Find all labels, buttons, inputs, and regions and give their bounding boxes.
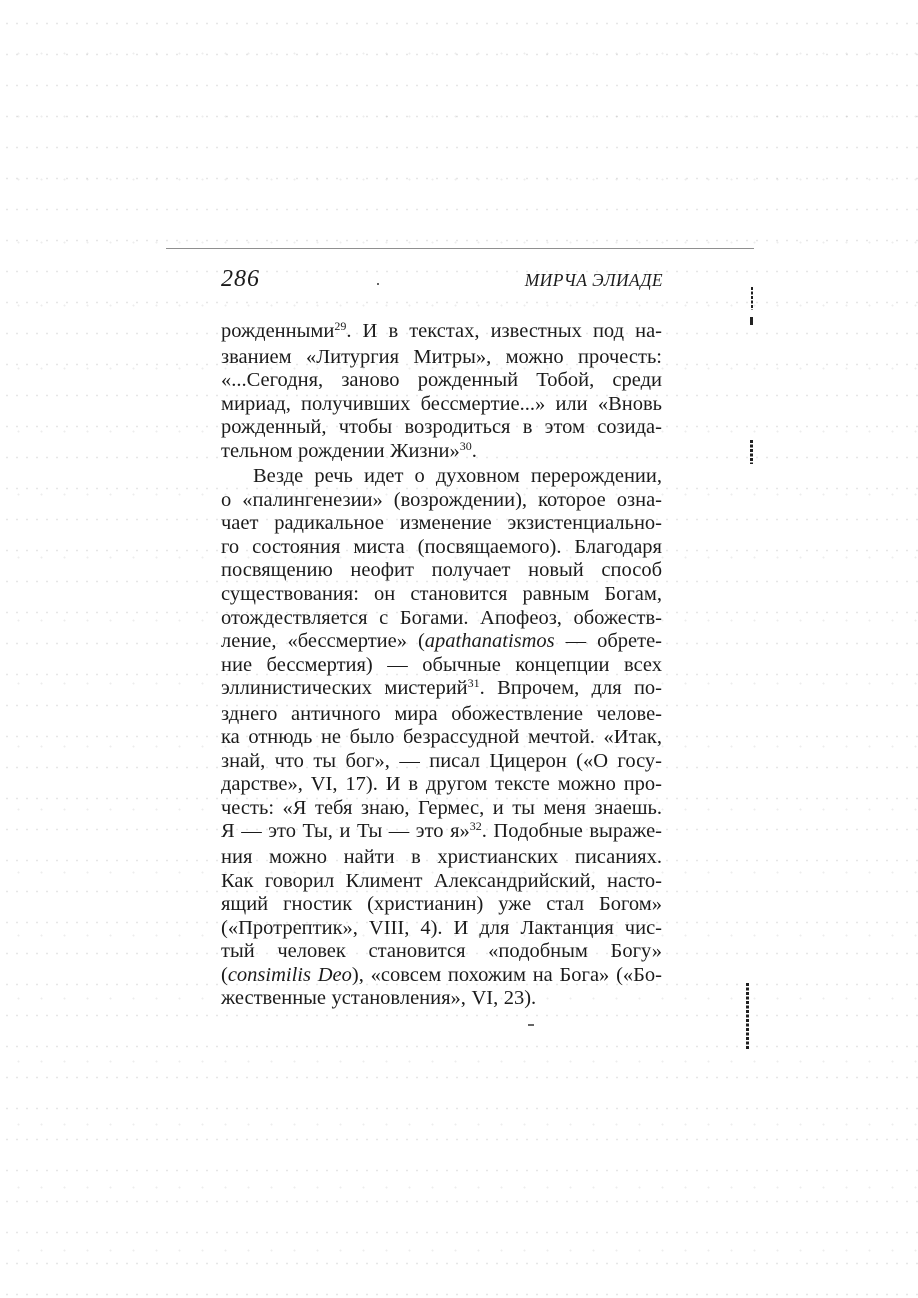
- text-segment: эллинистических мистерий: [221, 677, 468, 700]
- text-line: [221, 820, 662, 846]
- text-segment: рожденный, чтобы возродиться в этом созида-: [221, 416, 662, 439]
- text-segment: («Протрептик», VIII, 4). И для Лактанция чис-: [221, 916, 662, 939]
- text-segment: тельном рождении Жизни»: [221, 439, 460, 462]
- text-line: [221, 677, 662, 703]
- text-line: [221, 536, 662, 560]
- text-segment: жественные установления», VI, 23).: [221, 987, 537, 1010]
- text-segment: существования: он становится равным Богам,: [221, 583, 662, 606]
- text-line: [221, 440, 662, 466]
- text-line: [221, 559, 662, 583]
- text-line: [221, 346, 662, 370]
- text-line: [221, 987, 662, 1011]
- footnote-reference: 29: [334, 319, 347, 333]
- text-segment: . Впрочем, для по-: [479, 677, 662, 700]
- text-line: [221, 369, 662, 393]
- text-line: [221, 917, 662, 941]
- footnote-reference: 31: [467, 676, 480, 691]
- text-segment: Везде речь идет о духовном перерождении,: [253, 465, 662, 488]
- text-line: [221, 750, 662, 774]
- text-segment: знай, что ты бог», — писал Цицерон («О госу-: [221, 749, 662, 772]
- text-segment: Как говорил Климент Александрийский, насто-: [221, 869, 662, 892]
- text-segment: рожденными: [221, 320, 335, 342]
- page-number: 286: [221, 266, 260, 292]
- scan-speck: [528, 1024, 534, 1026]
- text-segment: посвящению неофит получает новый способ: [221, 559, 662, 582]
- text-line: [221, 703, 662, 727]
- text-line: [221, 846, 662, 870]
- text-segment: честь: «Я тебя знаю, Гермес, и ты меня знаешь.: [221, 796, 662, 819]
- text-segment: о «палингенезии» (возрождении), которое озна-: [221, 488, 662, 511]
- text-line: [221, 964, 662, 988]
- text-line: [221, 583, 662, 607]
- italic-term: apathanatismos: [424, 630, 555, 653]
- text-segment: званием «Литургия Митры», можно прочесть:: [221, 345, 662, 368]
- footnote-reference: 32: [469, 819, 482, 834]
- text-line: [221, 726, 662, 750]
- text-line: [221, 654, 662, 678]
- text-segment: — обрете-: [554, 630, 662, 653]
- text-segment: «...Сегодня, заново рожденный Тобой, среди: [221, 369, 662, 392]
- italic-term: consimilis Deo: [227, 963, 352, 986]
- text-line: [221, 797, 662, 821]
- text-segment: отождествляется с Богами. Апофеоз, обожеств-: [221, 606, 662, 629]
- body-text: [221, 320, 662, 1011]
- running-title: МИРЧА ЭЛИАДЕ: [524, 270, 663, 290]
- text-line: [221, 465, 662, 489]
- header-rule: [166, 248, 754, 249]
- text-line: [221, 940, 662, 964]
- text-segment: ние бессмертия) — обычные концепции всех: [221, 653, 662, 676]
- text-segment: го состояния миста (посвящаемого). Благодаря: [221, 535, 662, 558]
- text-segment: . И в текстах, известных под на-: [346, 320, 662, 342]
- text-line: [221, 393, 662, 417]
- text-line: [221, 893, 662, 917]
- text-segment: . Подобные выраже-: [481, 820, 663, 843]
- text-line: [221, 489, 662, 513]
- text-segment: мириад, получивших бессмертие...» или «Вновь: [221, 392, 662, 415]
- text-line: [221, 773, 662, 797]
- scan-mark-vertical: [750, 440, 753, 464]
- text-line: [221, 320, 662, 346]
- text-segment: ), «совсем похожим на Бога» («Бо-: [351, 963, 662, 986]
- text-segment: ния можно найти в христианских писаниях.: [221, 846, 662, 869]
- text-segment: чает радикальное изменение экзистенциально-: [221, 512, 662, 535]
- text-line: [221, 512, 662, 536]
- text-line: [221, 870, 662, 894]
- scan-mark-vertical: [750, 317, 753, 325]
- scan-mark-vertical: [746, 983, 749, 1050]
- text-segment: ка отнюдь не было безрассудной мечтой. «Итак,: [221, 726, 662, 749]
- text-segment: ление, «бессмертие» (: [221, 630, 425, 653]
- scan-mark-vertical: [751, 287, 753, 310]
- text-segment: .: [471, 439, 477, 462]
- text-segment: Я — это Ты, и Ты — это я»: [221, 820, 470, 843]
- text-segment: зднего античного мира обожествление челове-: [221, 702, 662, 725]
- text-segment: тый человек становится «подобным Богу»: [221, 940, 662, 963]
- scan-speck: [377, 283, 379, 285]
- text-segment: ящий гностик (христианин) уже стал Богом»: [221, 893, 662, 916]
- text-line: [221, 416, 662, 440]
- text-line: [221, 607, 662, 631]
- page-header: [221, 264, 663, 295]
- text-line: [221, 630, 662, 654]
- text-segment: дарстве», VI, 17). И в другом тексте можно про-: [221, 773, 662, 796]
- text-segment: (: [221, 963, 228, 986]
- footnote-reference: 30: [459, 438, 472, 453]
